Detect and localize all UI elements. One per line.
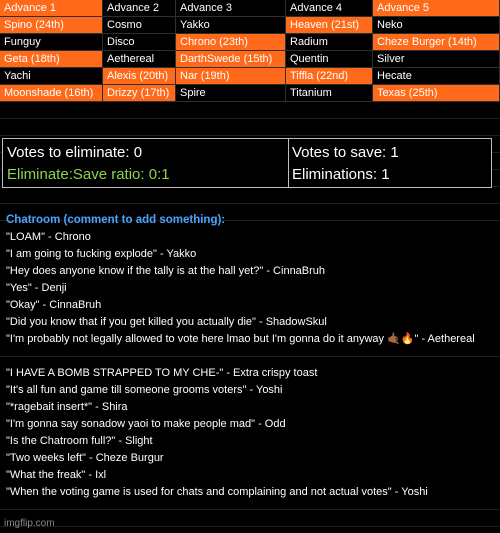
chat-message: "Yes" - Denji: [0, 280, 500, 297]
chatroom-title: Chatroom (comment to add something):: [6, 214, 226, 226]
grid-cell[interactable]: Advance 5: [373, 0, 500, 17]
imgflip-watermark: imgflip.com: [4, 518, 55, 529]
grid-row: [0, 34, 500, 51]
votes-to-save: Votes to save: 1: [292, 144, 399, 161]
grid-cell[interactable]: Heaven (21st): [286, 17, 373, 34]
grid-cell[interactable]: Nar (19th): [176, 68, 286, 85]
grid-cell[interactable]: Aethereal: [103, 51, 176, 68]
grid-cell[interactable]: Hecate: [373, 68, 500, 85]
chat-message: "I'm gonna say sonadow yaoi to make people mad" - Odd: [0, 416, 500, 433]
chat-message: [0, 348, 500, 365]
grid-cell[interactable]: Spire: [176, 85, 286, 102]
stats-divider: [288, 139, 289, 187]
grid-cell[interactable]: Tiffla (22nd): [286, 68, 373, 85]
grid-row: [0, 85, 500, 102]
chat-message: "What the freak" - Ixl: [0, 467, 500, 484]
grid-cell[interactable]: Spino (24th): [0, 17, 103, 34]
chat-message: "I am going to fucking explode" - Yakko: [0, 246, 500, 263]
grid-cell[interactable]: Alexis (20th): [103, 68, 176, 85]
grid-cell[interactable]: Moonshade (16th): [0, 85, 103, 102]
chat-message: "When the voting game is used for chats and complaining and not actual votes" - Yoshi: [0, 484, 500, 501]
grid-cell[interactable]: Advance 3: [176, 0, 286, 17]
votes-to-eliminate: Votes to eliminate: 0: [7, 144, 143, 161]
grid-cell[interactable]: Disco: [103, 34, 176, 51]
eliminate-save-ratio: Eliminate:Save ratio: 0:1: [7, 166, 170, 183]
chat-message: "Hey does anyone know if the tally is at the hall yet?" - CinnaBruh: [0, 263, 500, 280]
grid-cell[interactable]: Funguy: [0, 34, 103, 51]
advance-grid: [0, 0, 500, 102]
grid-cell[interactable]: Quentin: [286, 51, 373, 68]
grid-cell[interactable]: Texas (25th): [373, 85, 500, 102]
grid-cell[interactable]: Chrono (23th): [176, 34, 286, 51]
grid-cell[interactable]: Advance 4: [286, 0, 373, 17]
grid-row: [0, 51, 500, 68]
chat-message: "Okay" - CinnaBruh: [0, 297, 500, 314]
grid-cell[interactable]: Titanium: [286, 85, 373, 102]
chatroom-lines: [0, 229, 500, 501]
chat-message: "LOAM" - Chrono: [0, 229, 500, 246]
grid-cell[interactable]: Geta (18th): [0, 51, 103, 68]
grid-cell[interactable]: Cheze Burger (14th): [373, 34, 500, 51]
chat-message: "It's all fun and game till someone grooms voters" - Yoshi: [0, 382, 500, 399]
grid-cell[interactable]: DarthSwede (15th): [176, 51, 286, 68]
chatroom: [0, 212, 500, 501]
chat-message: "Did you know that if you get killed you actually die" - ShadowSkul: [0, 314, 500, 331]
grid-cell[interactable]: Advance 1: [0, 0, 103, 17]
grid-cell[interactable]: Silver: [373, 51, 500, 68]
chat-message: "I HAVE A BOMB STRAPPED TO MY CHE-" - Extra crispy toast: [0, 365, 500, 382]
chat-message: "Two weeks left" - Cheze Burgur: [0, 450, 500, 467]
grid-cell[interactable]: Neko: [373, 17, 500, 34]
eliminations-count: Eliminations: 1: [292, 166, 390, 183]
grid-cell[interactable]: Yachi: [0, 68, 103, 85]
grid-cell[interactable]: Cosmo: [103, 17, 176, 34]
grid-cell[interactable]: Yakko: [176, 17, 286, 34]
grid-cell[interactable]: Radium: [286, 34, 373, 51]
chat-message: "Is the Chatroom full?" - Slight: [0, 433, 500, 450]
grid-cell[interactable]: Drizzy (17th): [103, 85, 176, 102]
chat-message: "I'm probably not legally allowed to vote here lmao but I'm gonna do it anyway 🤙🏾🔥" - Aethereal: [0, 331, 500, 348]
grid-header-row: [0, 0, 500, 17]
chat-message: "*ragebait insert*" - Shira: [0, 399, 500, 416]
grid-row: [0, 68, 500, 85]
grid-cell[interactable]: Advance 2: [103, 0, 176, 17]
grid-row: [0, 17, 500, 34]
stats-box: [2, 138, 492, 188]
